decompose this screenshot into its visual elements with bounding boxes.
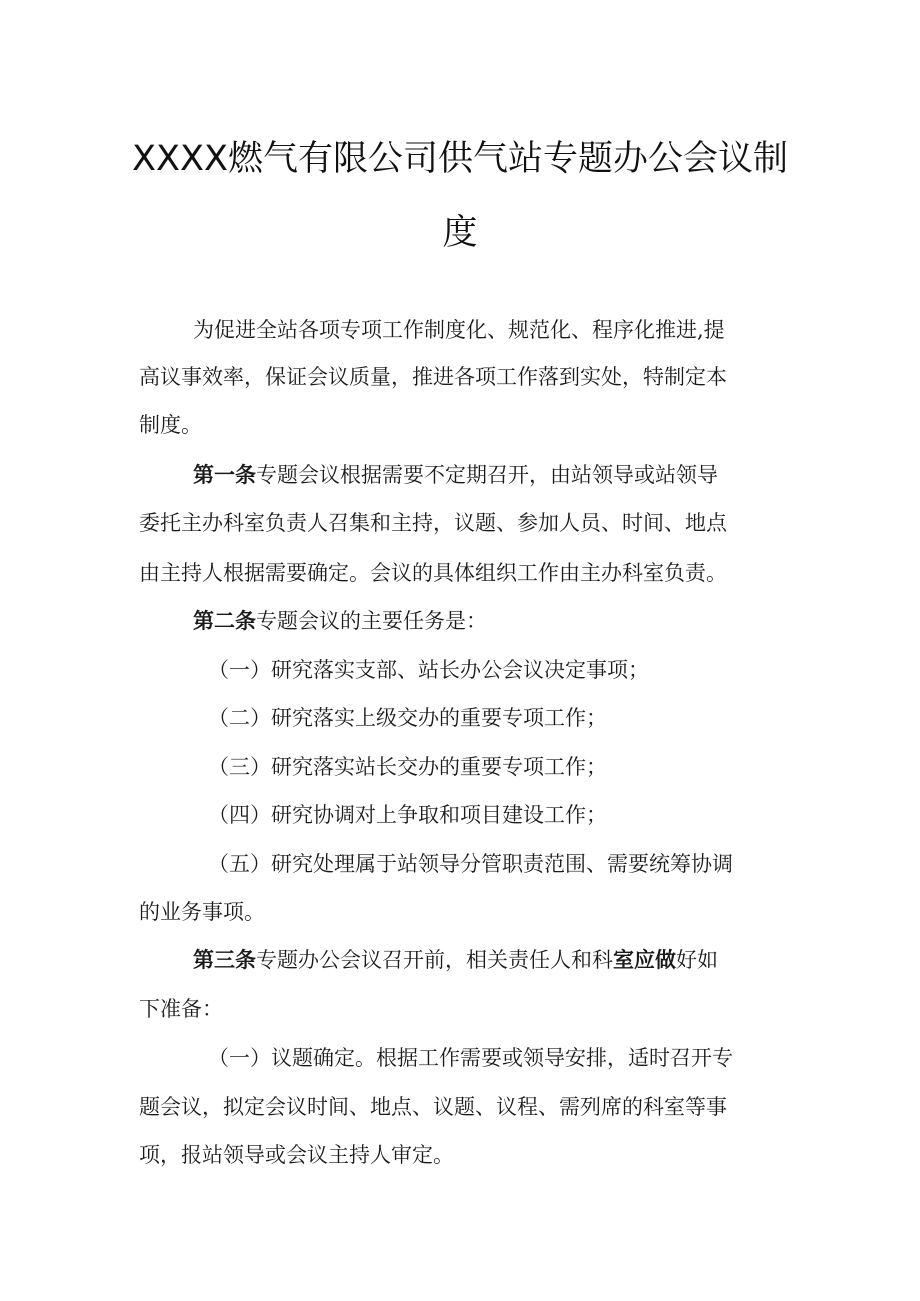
article-2-item-2: （二）研究落实上级交办的重要专项工作； [208,706,607,730]
article-1-label: 第一条 [193,463,256,487]
article-2-heading [193,606,487,636]
article-2-item-5: （五）研究处理属于站领导分管职责范围、需要统筹协调 [208,852,733,876]
document-title-line-2: 度 [442,213,478,253]
article-3-text-b: 室应做 [613,948,676,972]
article-2-item-4: （四）研究协调对上争取和项目建设工作； [208,803,607,827]
article-3-label: 第三条 [193,948,256,972]
article-3-sub-1-line-1: （一）议题确定。根据工作需要或领导安排，适时召开专 [208,1046,733,1070]
intro-line-1: 为促进全站各项专项工作制度化、规范化、程序化推进,提 [193,318,725,342]
article-1-text-1: 专题会议根据需要不定期召开，由站领导或站领导 [256,463,718,487]
article-1-line-1 [193,460,718,490]
article-3-text-c: 好如 [676,948,718,972]
article-2-item-5-continued: 的业务事项。 [139,900,265,924]
article-3-sub-1-line-3: 项，报站领导或会议主持人审定。 [139,1143,454,1167]
document-title-line-1: XXXX燃气有限公司供气站专题办公会议制 [132,139,788,179]
article-2-label: 第二条 [193,609,256,633]
article-2-item-3: （三）研究落实站长交办的重要专项工作； [208,755,607,779]
article-3-line-1 [193,945,718,975]
article-1-line-2: 委托主办科室负责人召集和主持，议题、参加人员、时间、地点 [139,511,727,535]
article-2-heading-text: 专题会议的主要任务是： [256,609,487,633]
intro-line-3: 制度。 [139,413,202,437]
article-1-line-3: 由主持人根据需要确定。会议的具体组织工作由主办科室负责。 [139,561,727,585]
article-3-line-2: 下准备： [139,997,223,1021]
article-2-item-1: （一）研究落实支部、站长办公会议决定事项； [208,658,649,682]
intro-line-2: 高议事效率，保证会议质量，推进各项工作落到实处，特制定本 [139,365,727,389]
article-3-text-a: 专题办公会议召开前，相关责任人和科 [256,948,613,972]
article-3-sub-1-line-2: 题会议，拟定会议时间、地点、议题、议程、需列席的科室等事 [139,1095,727,1119]
